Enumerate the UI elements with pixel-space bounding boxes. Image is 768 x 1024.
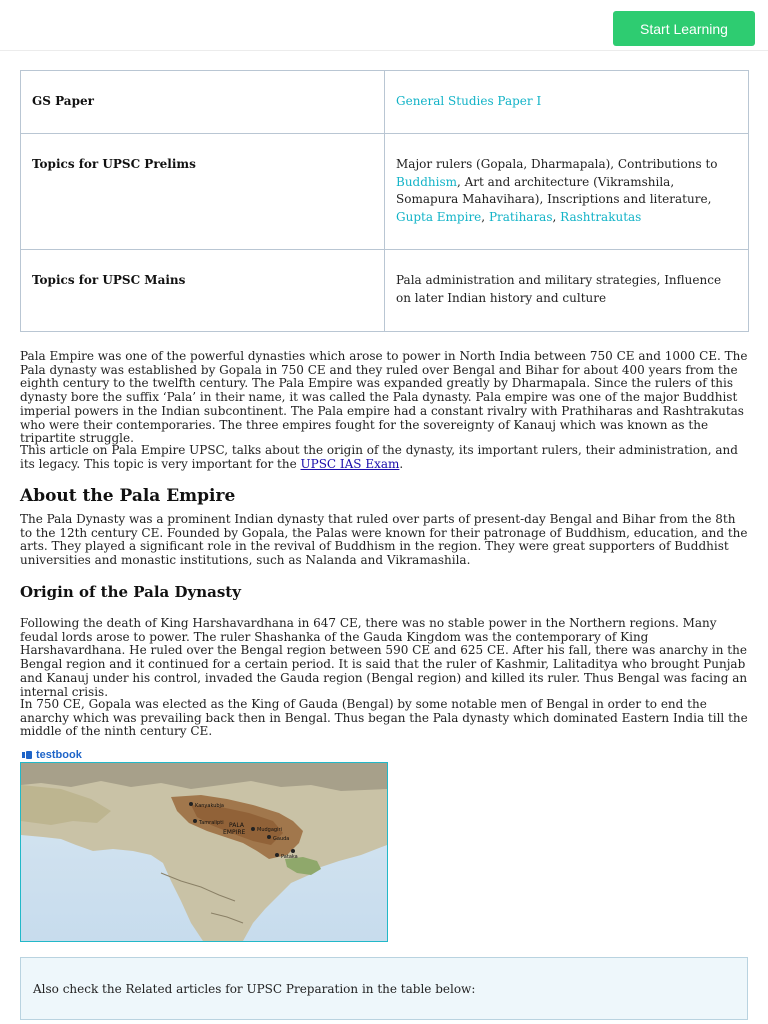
origin-paragraph-1: Following the death of King Harshavardhana in 647 CE, there was no stable power in the Northern regions. Many feudal lords arose to power. The ruler Shashanka of the Gauda Kingdom was the contemporary of King Harshavardhana. He ruled over the Bengal region between 590 CE and 625 CE. After his fall, there was anarchy in the Bengal region and it continued for a certain period. It is said that the ruler of Kashmir, Lalitaditya who brought Punjab and Kanauj under his control, invaded the Gauda region (Bengal region) and killed its ruler. Thus Bengal was facing an internal crisis. bbox=[20, 616, 748, 699]
scope-text-end: . bbox=[399, 456, 404, 471]
map-graphic bbox=[21, 763, 387, 941]
testbook-logo bbox=[22, 748, 82, 762]
table-row bbox=[21, 250, 749, 332]
related-articles-box bbox=[20, 957, 748, 1020]
testbook-logo-text: testbook bbox=[36, 749, 82, 761]
origin-paragraph-2: In 750 CE, Gopala was elected as the King of Gauda (Bengal) by some notable men of Bengal in order to end the anarchy which was prevailing back then in Bengal. Thus began the Pala dynasty which dominated Eastern India till the middle of the ninth century CE. bbox=[20, 697, 748, 739]
map-label-pataka: Pataka bbox=[281, 854, 298, 860]
intro-paragraph: Pala Empire was one of the powerful dynasties which arose to power in North India between 750 CE and 1000 CE. The Pala dynasty was established by Gopala in 750 CE and they ruled over Bengal and Bihar for about 400 years from the eighth century to the twelfth century. The Pala Empire was expanded greatly by Dharmapala. Since the rulers of this dynasty bore the suffix ‘Pala’ in their name, it was called the Pala dynasty. Pala empire was one of the major Buddhist imperial powers in the Indian subcontinent. The Pala empire had a constant rivalry with Prathiharas and Rashtrakutas who were their contemporaries. The three empires fought for the sovereignty of Kanauj which was known as the tripartite struggle. bbox=[20, 349, 748, 446]
gs-paper-1-link[interactable]: General Studies Paper I bbox=[396, 94, 542, 108]
pala-empire-map-figure bbox=[20, 748, 388, 942]
mains-topics-label: Topics for UPSC Mains bbox=[21, 250, 385, 332]
article-scope-paragraph bbox=[20, 444, 750, 471]
gs-paper-value bbox=[385, 71, 749, 134]
scope-text: This article on Pala Empire UPSC, talks about the origin of the dynasty, its important rulers, their administration, and its legacy. This topic is very important for the bbox=[20, 443, 738, 471]
table-row bbox=[21, 71, 749, 134]
testbook-logo-icon bbox=[22, 751, 32, 759]
gs-paper-label: GS Paper bbox=[21, 71, 385, 134]
map-label-tamralipti: Tamralipti bbox=[199, 820, 224, 826]
top-bar bbox=[0, 0, 768, 51]
related-articles-text: Also check the Related articles for UPSC Preparation in the table below: bbox=[33, 981, 476, 996]
map-label-mudgagiri: Mudgagiri bbox=[257, 827, 282, 833]
prelims-topics-label: Topics for UPSC Prelims bbox=[21, 134, 385, 250]
prelims-text-1: Major rulers (Gopala, Dharmapala), Contributions to bbox=[396, 157, 718, 171]
mains-topics-value: Pala administration and military strategies, Influence on later Indian history and culture bbox=[385, 250, 749, 332]
table-row bbox=[21, 134, 749, 250]
pala-empire-map bbox=[20, 762, 388, 942]
pratiharas-link[interactable]: Pratiharas bbox=[488, 209, 553, 224]
heading-origin: Origin of the Pala Dynasty bbox=[20, 583, 241, 601]
map-label-empire: EMPIRE bbox=[223, 829, 246, 836]
rashtrakutas-link[interactable]: Rashtrakutas bbox=[560, 209, 642, 224]
gupta-empire-link[interactable]: Gupta Empire bbox=[396, 209, 482, 224]
heading-about: About the Pala Empire bbox=[20, 486, 236, 506]
prelims-text-2: , Art and architecture (Vikramshila, Somapura Mahavihara), Inscriptions and literature, bbox=[396, 174, 712, 206]
map-label-pala: PALA bbox=[229, 822, 244, 829]
gs-info-table bbox=[20, 70, 749, 332]
map-label-gauda: Gauda bbox=[273, 836, 290, 842]
prelims-text-3: , bbox=[481, 209, 489, 224]
buddhism-link[interactable]: Buddhism bbox=[396, 174, 458, 189]
map-label-kanyakubja: Kanyakubja bbox=[195, 803, 224, 809]
prelims-text-4: , bbox=[552, 209, 561, 224]
about-paragraph: The Pala Dynasty was a prominent Indian dynasty that ruled over parts of present-day Bengal and Bihar from the 8th to the 12th century CE. Founded by Gopala, the Palas were known for their patronage of Buddhism, education, and the arts. They played a significant role in the revival of Buddhism in the region. They were great supporters of Buddhist universities and monastic institutions, such as Nalanda and Vikramashila. bbox=[20, 512, 748, 568]
start-learning-button[interactable]: Start Learning bbox=[613, 11, 755, 46]
upsc-ias-exam-link[interactable]: UPSC IAS Exam bbox=[300, 456, 400, 471]
prelims-topics-value bbox=[385, 134, 749, 250]
